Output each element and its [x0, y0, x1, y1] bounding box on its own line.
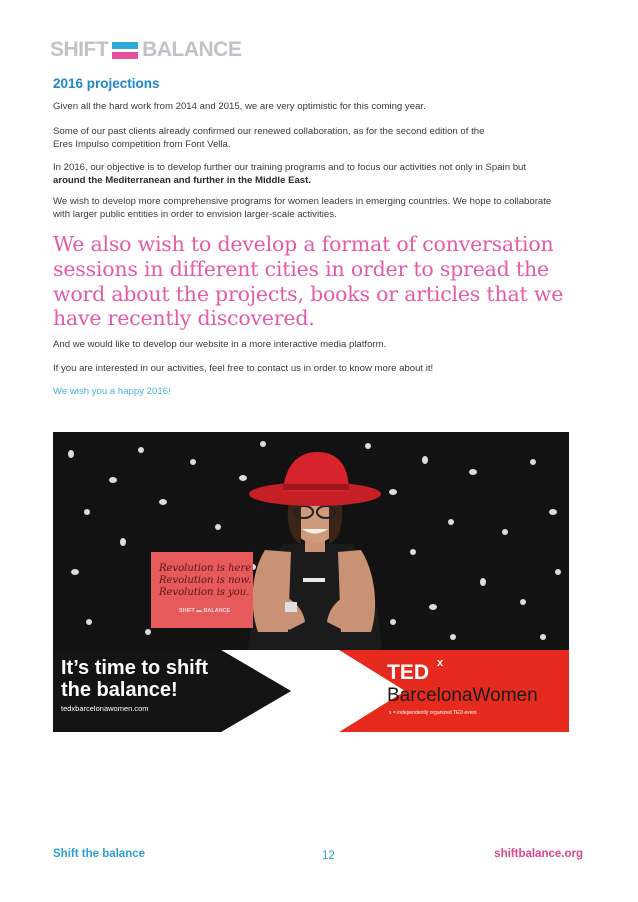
paragraph-3-bold: around the Mediterranean and further in the Middle East. [53, 174, 311, 186]
closing-line: We wish you a happy 2016! [53, 386, 171, 397]
paragraph-5: And we would like to develop our website in a more interactive media platform. [53, 339, 387, 350]
event-name: BarcelonaWomen [387, 685, 538, 706]
logo-word-shift: SHIFT [50, 38, 109, 61]
logo-bars-icon [112, 39, 138, 61]
paragraph-1: Given all the hard work from 2014 and 2015, we are very optimistic for this coming year. [53, 101, 426, 112]
sign-line-3: Revolution is you. [159, 587, 250, 598]
banner-line-1: It’s time to shift [61, 657, 209, 679]
paragraph-3-text: In 2016, our objective is to develop further our training programs and to focus our activities not only in Spain but [53, 162, 527, 173]
banner-url: tedxbarcelonawomen.com [61, 704, 149, 713]
brand-logo [50, 39, 241, 61]
protest-sign [151, 552, 254, 628]
page-number: 12 [322, 850, 335, 862]
section-title: 2016 projections [53, 76, 160, 91]
pull-quote: We also wish to develop a format of conversation sessions in different cities in order to spread the word about the projects, books or articles that we have recently discovered. [53, 232, 564, 331]
event-subtitle: x = independently organized TED event [389, 710, 477, 716]
paragraph-2: Some of our past clients already confirmed our renewed collaboration, as for the second edition of the Eres Impulso competition from Font Vella. [53, 126, 485, 150]
footer-website-link[interactable]: shiftbalance.org [494, 848, 583, 860]
ted-x: x [437, 657, 444, 669]
sign-logo: SHIFT ▬ BALANCE [179, 608, 231, 614]
paragraph-6: If you are interested in our activities, feel free to contact us in order to know more about it! [53, 363, 434, 374]
paragraph-4: We wish to develop more comprehensive programs for women leaders in emerging countries. We hope to collaborate with larger public entities in order to envision larger-scale activities. [53, 196, 552, 220]
footer-brand: Shift the balance [53, 848, 146, 860]
ted-wordmark: TED [387, 661, 429, 684]
logo-word-balance: BALANCE [142, 38, 242, 61]
sign-line-1: Revolution is here. [159, 563, 255, 574]
banner-line-2: the balance! [61, 679, 178, 701]
event-photo [53, 432, 569, 732]
paragraph-3 [53, 162, 548, 187]
banner-strip [53, 650, 569, 732]
sign-line-2: Revolution is now. [159, 575, 252, 586]
